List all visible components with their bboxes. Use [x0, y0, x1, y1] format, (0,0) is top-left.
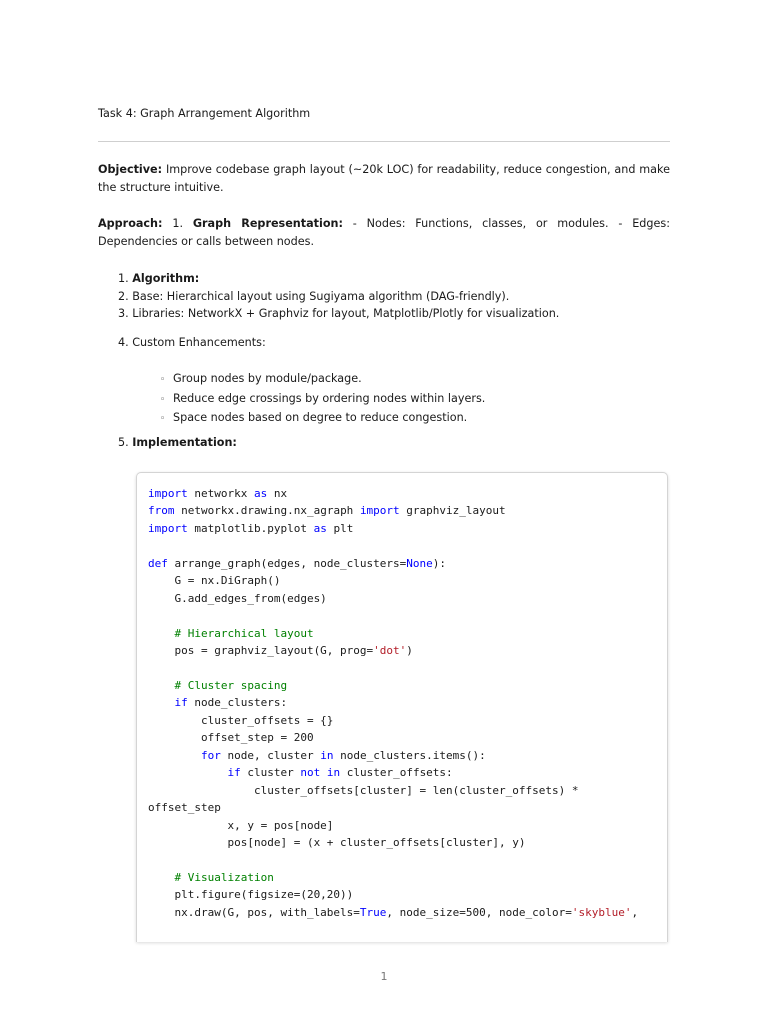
list-item [118, 270, 670, 288]
list-number: 5. [118, 436, 133, 449]
code-string: 'dot' [373, 644, 407, 658]
code-line [148, 607, 638, 624]
sub-list-item-text: Reduce edge crossings by ordering nodes within layers. [173, 391, 486, 405]
code-keyword: def [148, 556, 168, 570]
code-text: nx [267, 487, 288, 500]
code-line [148, 572, 638, 589]
list-number: 2. [118, 289, 133, 303]
code-text: plt.figure(figsize=(20,20)) [148, 888, 354, 902]
code-text: matplotlib.pyplot [187, 521, 314, 535]
code-line [148, 782, 638, 799]
approach-number: 1. [162, 217, 193, 230]
code-keyword: for [200, 748, 221, 762]
list-item [118, 305, 670, 323]
sub-list-item-text: Space nodes based on degree to reduce congestion. [173, 411, 468, 425]
objective-text: Improve codebase graph layout (~20k LOC) for readability, reduce congestion, and make the structure intuitive. [98, 163, 670, 194]
code-line [148, 852, 638, 869]
approach-item-label: Graph Representation: [192, 217, 343, 230]
list-item-text: Libraries: NetworkX + Graphviz for layout, Matplotlib/Plotly for visualization. [132, 307, 560, 321]
approach-paragraph [98, 215, 670, 251]
code-text [148, 627, 175, 640]
approach-label: Approach: [98, 217, 163, 230]
code-text: , node_size=500, node_color= [386, 905, 572, 919]
code-keyword: import [148, 487, 188, 500]
code-line [148, 555, 638, 572]
code-keyword: if [174, 696, 188, 710]
code-line [148, 625, 638, 642]
list-item-4 [118, 334, 670, 352]
page-number: 1 [380, 970, 388, 983]
code-text: cluster_offsets = {} [148, 713, 334, 727]
sub-list-item-text: Group nodes by module/package. [173, 372, 362, 385]
code-string: 'skyblue' [571, 905, 632, 919]
objective-paragraph [98, 161, 670, 197]
code-line [148, 590, 638, 607]
code-line [148, 799, 638, 816]
code-text: ) [406, 644, 413, 658]
approach-text: - Nodes: Functions, classes, or modules. - Edges: Dependencies or calls between nodes. [98, 217, 670, 248]
code-text: node_clusters.items(): [333, 748, 486, 762]
list-number: 3. [118, 307, 133, 321]
code-text [148, 696, 175, 709]
code-line [148, 834, 638, 851]
code-text: plt [326, 521, 354, 535]
code-line [148, 764, 638, 781]
code-line [148, 729, 638, 746]
code-block [136, 472, 668, 942]
code-comment: # Cluster spacing [174, 678, 288, 692]
code-text: G.add_edges_from(edges) [148, 591, 327, 605]
list-number: 4. [118, 336, 133, 349]
code-text: ): [432, 556, 447, 570]
sub-list-item [160, 409, 485, 429]
code-line [148, 485, 638, 502]
code-text: offset_step = 200 [148, 731, 314, 745]
code-text: node, cluster [220, 748, 321, 762]
numbered-list [118, 270, 670, 323]
code-keyword: import [148, 521, 188, 535]
circle-bullet-icon: ◦ [160, 414, 166, 425]
code-text [148, 749, 201, 762]
code-line [148, 886, 638, 903]
code-text: offset_step [148, 801, 221, 815]
code-text: node_clusters: [187, 696, 288, 710]
sub-bullet-list [160, 370, 485, 429]
code-line [148, 520, 638, 537]
code-comment: # Hierarchical layout [174, 626, 314, 640]
code-keyword: import [359, 504, 400, 518]
list-item-5 [118, 434, 670, 452]
list-item [118, 288, 670, 306]
code-line [148, 712, 638, 729]
list-item-text: Base: Hierarchical layout using Sugiyama algorithm (DAG-friendly). [132, 289, 510, 303]
code-text [148, 766, 227, 779]
code-text [148, 871, 175, 884]
objective-label: Objective: [98, 163, 163, 176]
code-text: pos[node] = (x + cluster_offsets[cluster], y) [148, 836, 526, 850]
circle-bullet-icon: ◦ [160, 375, 166, 385]
title-divider [98, 141, 670, 142]
code-line [148, 660, 638, 677]
code-line [148, 869, 638, 886]
circle-bullet-icon: ◦ [160, 394, 166, 405]
code-keyword: if [227, 766, 241, 780]
code-text: x, y = pos[node] [148, 818, 334, 832]
code-text [320, 766, 327, 779]
list-item-text: Custom Enhancements: [132, 336, 266, 349]
code-text: arrange_graph(edges, node_clusters= [167, 556, 407, 570]
code-line [148, 642, 638, 659]
code-text: pos = graphviz_layout(G, prog= [148, 644, 374, 658]
code-text: cluster [240, 766, 301, 780]
code-keyword: in [326, 766, 341, 780]
code-line [148, 502, 638, 519]
code-line [148, 537, 638, 554]
code-text: networkx.drawing.nx_agraph [174, 504, 360, 518]
code-keyword: True [359, 905, 387, 919]
code-keyword: as [313, 521, 327, 535]
code-text: cluster_offsets: [340, 766, 453, 780]
code-line [148, 677, 638, 694]
code-text [148, 679, 175, 692]
code-line [148, 694, 638, 711]
code-text: graphviz_layout [399, 504, 506, 518]
list-item-label: Implementation: [132, 436, 237, 449]
code-keyword: as [253, 487, 268, 500]
code-text: , [631, 905, 639, 919]
code-keyword: from [148, 504, 175, 518]
code-text: cluster_offsets[cluster] = len(cluster_offsets) * [148, 783, 579, 797]
code-line [148, 747, 638, 764]
list-item-label: Algorithm: [132, 272, 200, 285]
code-comment: # Visualization [174, 870, 274, 884]
code-keyword: None [406, 556, 433, 570]
code-line [148, 817, 638, 834]
code-line [148, 904, 638, 921]
code-text: nx.draw(G, pos, with_labels= [148, 905, 360, 919]
code-text: networkx [187, 487, 254, 500]
code-content [148, 485, 638, 921]
code-text: G = nx.DiGraph() [148, 574, 281, 588]
sub-list-item [160, 370, 485, 390]
code-keyword: in [320, 748, 334, 762]
sub-list-item [160, 390, 485, 410]
code-keyword: not [300, 766, 321, 780]
page-title: Task 4: Graph Arrangement Algorithm [98, 107, 311, 120]
list-number: 1. [118, 272, 133, 285]
